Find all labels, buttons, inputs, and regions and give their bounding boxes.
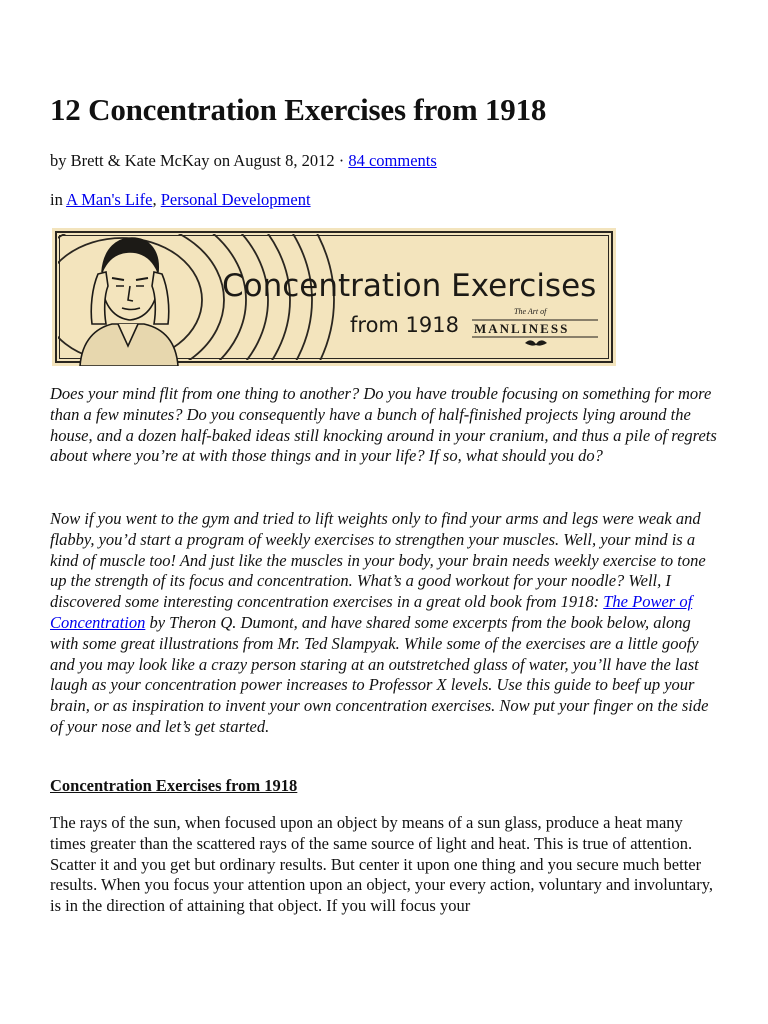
category-prefix: in	[50, 190, 63, 209]
section-heading: Concentration Exercises from 1918	[50, 776, 298, 795]
byline	[50, 150, 722, 171]
intro-paragraph-2-text-b: by Theron Q. Dumont, and have shared some excerpts from the book below, along with some great illustrations from Mr. Ted Slampyak. While some of the exercises are a little goofy and you may look like a crazy person staring at an outstretched glass of water, you’ll have the last laugh as your concentration power increases to Professor X levels. Use this guide to beef up your brain, or as inspiration to invent your own concentration exercises. Now put your finger on the side of your nose and let’s get started.	[50, 612, 709, 736]
article-title: 12 Concentration Exercises from 1918	[50, 92, 547, 127]
intro-paragraph-1	[50, 384, 722, 467]
header-banner-image	[52, 228, 616, 366]
logo-text: MANLINESS	[474, 321, 570, 336]
intro-paragraph-2	[50, 509, 722, 738]
section-paragraph-1	[50, 813, 722, 917]
section-heading-wrap	[50, 775, 722, 796]
byline-text: by Brett & Kate McKay on August 8, 2012 ·	[50, 151, 345, 170]
banner-subtitle: from 1918	[350, 313, 459, 337]
power-of-concentration-link[interactable]: The Power of Concentration	[50, 592, 693, 632]
banner-illustration	[52, 228, 616, 366]
intro-paragraph-2-text-a: Now if you went to the gym and tried to lift weights only to find your arms and legs were weak and flabby, you’d start a program of weekly exercises to strengthen your muscles. Well, your mind is a kind of muscle too! And just like the muscles in your body, your brain needs weekly exercise to tone up the strength of its focus and concentration. What’s a good workout for your noodle? Well, I discovered some interesting concentration exercises in a great old book from 1918:	[50, 509, 706, 612]
section-paragraph-1-text: The rays of the sun, when focused upon an object by means of a sun glass, produce a heat many times greater than the scattered rays of the same source of light and heat. This is true of attention. Scatter it and you get but ordinary results. But center it upon one thing and you secure much better results. When you focus your attention upon an object, your every action, voluntary and involuntary, is in the direction of attaining that object. If you will focus your	[50, 813, 714, 916]
category-separator: ,	[152, 190, 157, 209]
category-link-personal-development[interactable]: Personal Development	[160, 190, 311, 209]
category-link-mans-life[interactable]: A Man's Life	[66, 190, 153, 209]
logo-small-text: The Art of	[514, 307, 547, 316]
category-line	[50, 189, 722, 210]
banner-title: Concentration Exercises	[222, 268, 597, 304]
intro-paragraph-1-text: Does your mind flit from one thing to another? Do you have trouble focusing on something for more than a few minutes? Do you consequently have a bunch of half-finished projects lying around the house, and a dozen half-baked ideas still knocking around in your cranium, and thus a pile of regrets about where you’re at with those things and in your life? If so, what should you do?	[50, 384, 717, 466]
comments-link[interactable]: 84 comments	[348, 151, 437, 170]
